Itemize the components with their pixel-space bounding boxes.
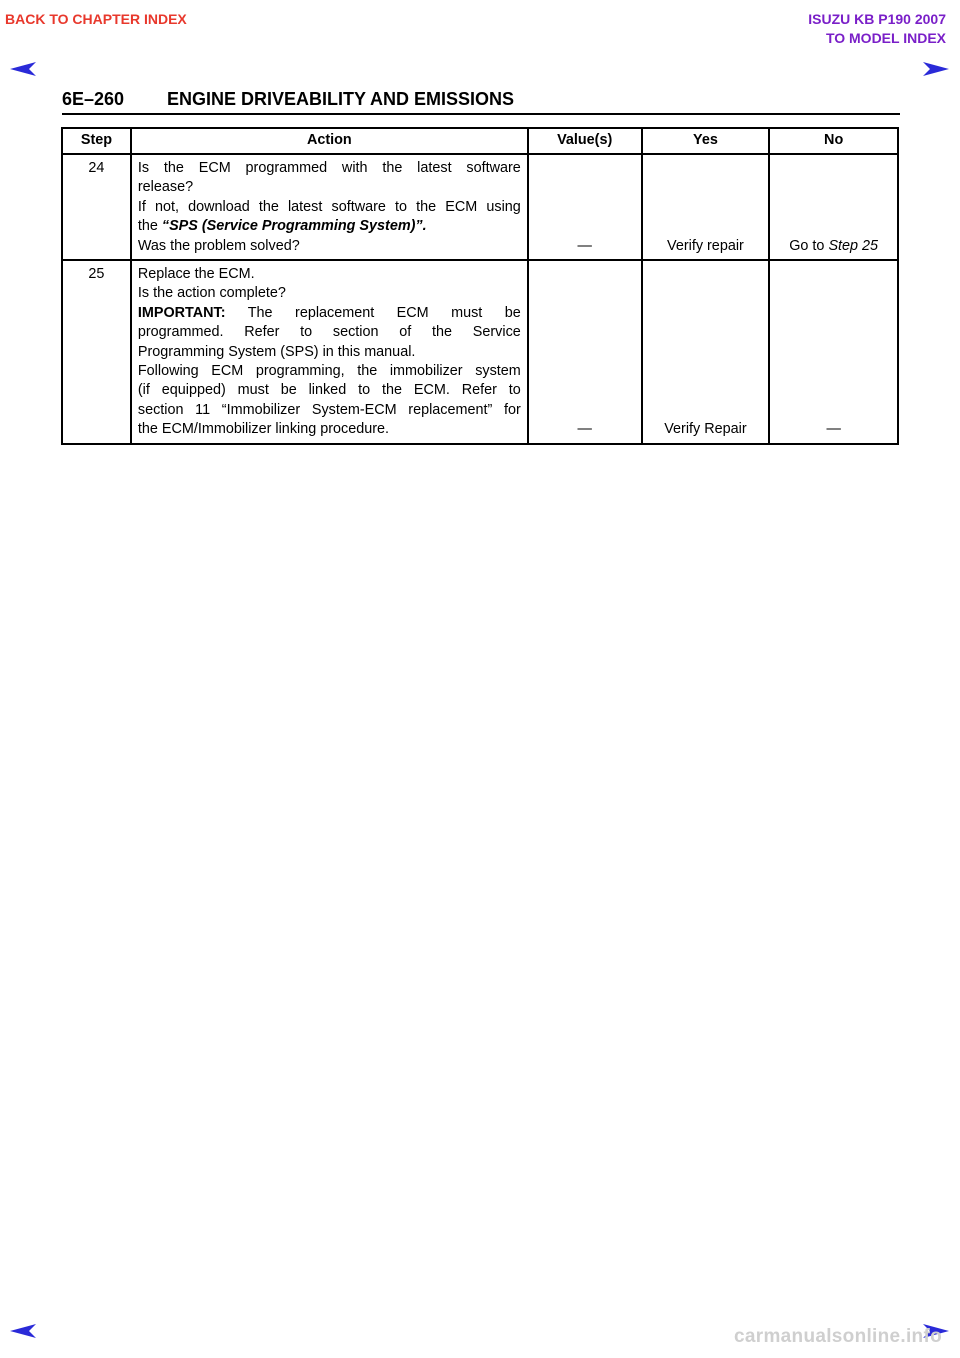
action-line: Following ECM programming, the immobilizer system <box>137 363 521 380</box>
table-row-step-25 <box>62 260 898 444</box>
no-cell <box>769 154 898 260</box>
back-to-chapter-index-link[interactable]: BACK TO CHAPTER INDEX <box>5 11 187 27</box>
action-line: section 11 “Immobilizer System-ECM replacement” for <box>137 401 521 418</box>
page-number: 6E–260 <box>62 89 125 109</box>
previous-page-left-arrow-icon-bottom[interactable] <box>9 1323 37 1339</box>
column-header-no: No <box>769 128 898 154</box>
action-line: (if equipped) must be linked to the ECM. Refer to <box>137 382 521 399</box>
action-cell <box>131 260 528 444</box>
action-line: Programming System (SPS) in this manual. <box>137 343 416 360</box>
yes-cell: Verify repair <box>642 154 770 260</box>
action-line <box>138 304 521 323</box>
action-text: the <box>137 218 158 235</box>
action-line: release? <box>137 179 194 196</box>
action-line: Is the ECM programmed with the latest software <box>137 160 521 176</box>
action-question: Was the problem solved? <box>137 237 300 254</box>
action-line: If not, download the latest software to the ECM using <box>137 198 521 215</box>
action-question: Is the action complete? <box>137 285 286 302</box>
to-model-index-link[interactable]: TO MODEL INDEX <box>825 30 946 46</box>
page-title: ENGINE DRIVEABILITY AND EMISSIONS <box>167 89 515 109</box>
step-link[interactable]: Step 25 <box>828 237 879 254</box>
page-header <box>62 88 900 115</box>
column-header-step: Step <box>62 128 131 154</box>
step-number: 25 <box>62 260 131 444</box>
value-cell: — <box>528 154 642 260</box>
action-cell <box>131 154 528 260</box>
value-cell: — <box>528 260 642 444</box>
watermark: carmanualsonline.info <box>734 1326 942 1347</box>
action-line: Replace the ECM. <box>137 266 255 283</box>
model-title: ISUZU KB P190 2007 <box>808 11 946 27</box>
next-page-right-arrow-icon[interactable] <box>922 61 950 77</box>
sps-reference: “SPS (Service Programming System)”. <box>161 218 427 235</box>
step-number: 24 <box>62 154 131 260</box>
action-line <box>138 217 521 236</box>
action-line: programmed. Refer to section of the Service <box>137 324 521 341</box>
action-line: the ECM/Immobilizer linking procedure. <box>137 421 390 438</box>
important-label: IMPORTANT: <box>137 304 226 321</box>
column-header-yes: Yes <box>642 128 770 154</box>
action-text: The replacement ECM must be <box>247 304 521 321</box>
table-row-step-24 <box>62 154 898 260</box>
column-header-values: Value(s) <box>528 128 642 154</box>
previous-page-left-arrow-icon[interactable] <box>9 61 37 77</box>
no-text: Go to <box>789 237 825 254</box>
table-header-row <box>62 128 898 154</box>
yes-cell: Verify Repair <box>642 260 770 444</box>
diagnostic-table <box>61 127 899 445</box>
column-header-action: Action <box>131 128 528 154</box>
no-cell: — <box>769 260 898 444</box>
